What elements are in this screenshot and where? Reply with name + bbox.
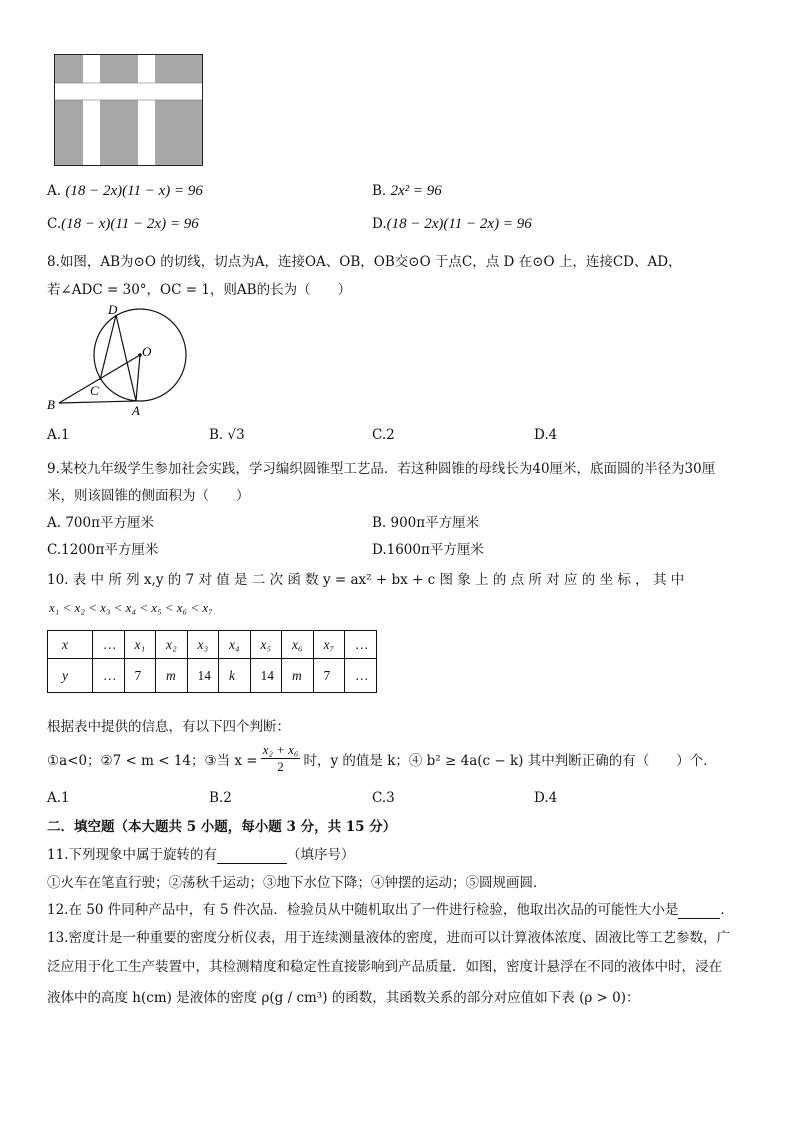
q8-option-c: C.2	[372, 427, 395, 443]
table-row-x	[48, 631, 377, 659]
table-cell: 14	[250, 659, 282, 693]
vertical-road-right	[138, 55, 155, 165]
answer-blank[interactable]	[217, 847, 287, 864]
table-row-y	[48, 659, 377, 693]
q8-option-b: B. √3	[209, 427, 245, 443]
table-cell: x₃	[187, 631, 219, 659]
table-cell: 14	[187, 659, 219, 693]
q11-stem: 11.下列现象中属于旋转的有 （填序号）	[47, 847, 355, 863]
q10-judgements: ①a<0；②7 < m < 14；③当 x = $\frac{\text{x₂ + x₆}}{2}$ 时，y 的值是 k；④ b² ≥ 4a(c − k) 其中判断正确的有（ ）个．	[47, 742, 717, 774]
table-cell: y	[48, 659, 93, 693]
q9-option-a: A. 700π平方厘米	[47, 515, 154, 531]
q12-stem: 12.在 50 件同种产品中，有 5 件次品．检验员从中随机取出了一件进行检验，他取出次品的可能性大小是 ．	[47, 902, 734, 918]
table-cell: x	[48, 631, 93, 659]
fraction: $\frac{\text{x₂ + x₆}}{2}$	[262, 742, 299, 774]
segment-ob	[59, 355, 140, 403]
table-cell: 7	[313, 659, 345, 693]
table-cell: x₅	[250, 631, 282, 659]
q7-option-a: A. (18 − 2x)(11 − x) = 96	[47, 183, 203, 199]
q7-option-c: C.(18 − x)(11 − 2x) = 96	[47, 216, 199, 232]
label-d: D	[108, 302, 118, 317]
section-heading: 二．填空题（本大题共 5 小题，每小题 3 分，共 15 分）	[47, 819, 397, 835]
q9-option-b: B. 900π平方厘米	[372, 515, 480, 531]
segment-ab	[59, 401, 136, 403]
q10-info: 根据表中提供的信息，有以下四个判断：	[47, 719, 290, 735]
q11-items: ①火车在笔直行驶；②荡秋千运动；③地下水位下降；④钟摆的运动；⑤圆规画圆．	[47, 875, 547, 891]
q9-option-d: D.1600π平方厘米	[372, 542, 484, 558]
label-a: A	[132, 403, 140, 418]
q9-stem-line1: 9.某校九年级学生参加社会实践，学习编织圆锥型工艺品．若这种圆锥的母线长为40厘米，底面圆的半径为30厘	[47, 461, 716, 477]
vertical-road-left	[83, 55, 100, 165]
table-cell: x₁	[124, 631, 156, 659]
q10-stem-line1: 10. 表 中 所 列 x,y 的 7 对 值 是 二 次 函 数 y = ax² + bx + c 图 象 上 的 点 所 对 应 的 坐 标 ， 其 中	[47, 572, 685, 588]
segment-da	[116, 315, 136, 401]
table-cell: …	[93, 631, 125, 659]
q7-option-d: D.(18 − 2x)(11 − 2x) = 96	[372, 216, 532, 232]
q10-option-a: A.1	[47, 790, 70, 806]
q8-option-a: A.1	[47, 427, 70, 443]
q8-stem-line2: 若∠ADC = 30°，OC = 1，则AB的长为（ ）	[47, 282, 352, 298]
q10-value-table	[47, 630, 377, 693]
q13-stem-line2: 泛应用于化工生产装置中，其检测精度和稳定性直接影响到产品质量．如图，密度计悬浮在不同的液体中时，浸在	[47, 959, 722, 975]
table-cell: x₄	[219, 631, 251, 659]
horizontal-road	[55, 83, 202, 100]
label-c: C	[90, 383, 99, 398]
q8-option-d: D.4	[534, 427, 558, 443]
table-cell: m	[156, 659, 188, 693]
table-cell: m	[282, 659, 314, 693]
label-o: O	[142, 344, 152, 359]
table-cell: x₂	[156, 631, 188, 659]
label-b: B	[47, 397, 55, 412]
table-cell: x₇	[313, 631, 345, 659]
table-cell: 7	[124, 659, 156, 693]
table-cell: …	[93, 659, 125, 693]
q8-stem-line1: 8.如图，AB为⊙O 的切线，切点为A，连接OA、OB，OB交⊙O 于点C，点 D 在⊙O 上，连接CD、AD，	[47, 254, 682, 270]
circle-tangent-figure	[44, 300, 194, 420]
table-cell: …	[345, 631, 377, 659]
q10-option-b: B.2	[209, 790, 232, 806]
q9-option-c: C.1200π平方厘米	[47, 542, 159, 558]
table-cell: k	[219, 659, 251, 693]
q13-stem-line1: 13.密度计是一种重要的密度分析仪表，用于连续测量液体的密度，进而可以计算液体浓度、固液比等工艺参数，广	[47, 930, 730, 946]
q10-option-c: C.3	[372, 790, 395, 806]
table-cell: x₆	[282, 631, 314, 659]
q9-stem-line2: 米，则该圆锥的侧面积为（ ）	[47, 488, 250, 504]
table-cell: …	[345, 659, 377, 693]
road-figure	[54, 54, 203, 166]
answer-blank[interactable]	[678, 902, 720, 919]
segment-oa	[136, 355, 140, 401]
q10-option-d: D.4	[534, 790, 558, 806]
q7-option-b: B. 2x² = 96	[372, 183, 442, 199]
q13-stem-line3: 液体中的高度 h(cm) 是液体的密度 ρ(g / cm³) 的函数，其函数关系的部分对应值如下表 (ρ > 0)：	[47, 990, 640, 1006]
q10-stem-line2: x₁ < x₂ < x₃ < x₄ < x₅ < x₆ < x₇	[49, 600, 213, 615]
